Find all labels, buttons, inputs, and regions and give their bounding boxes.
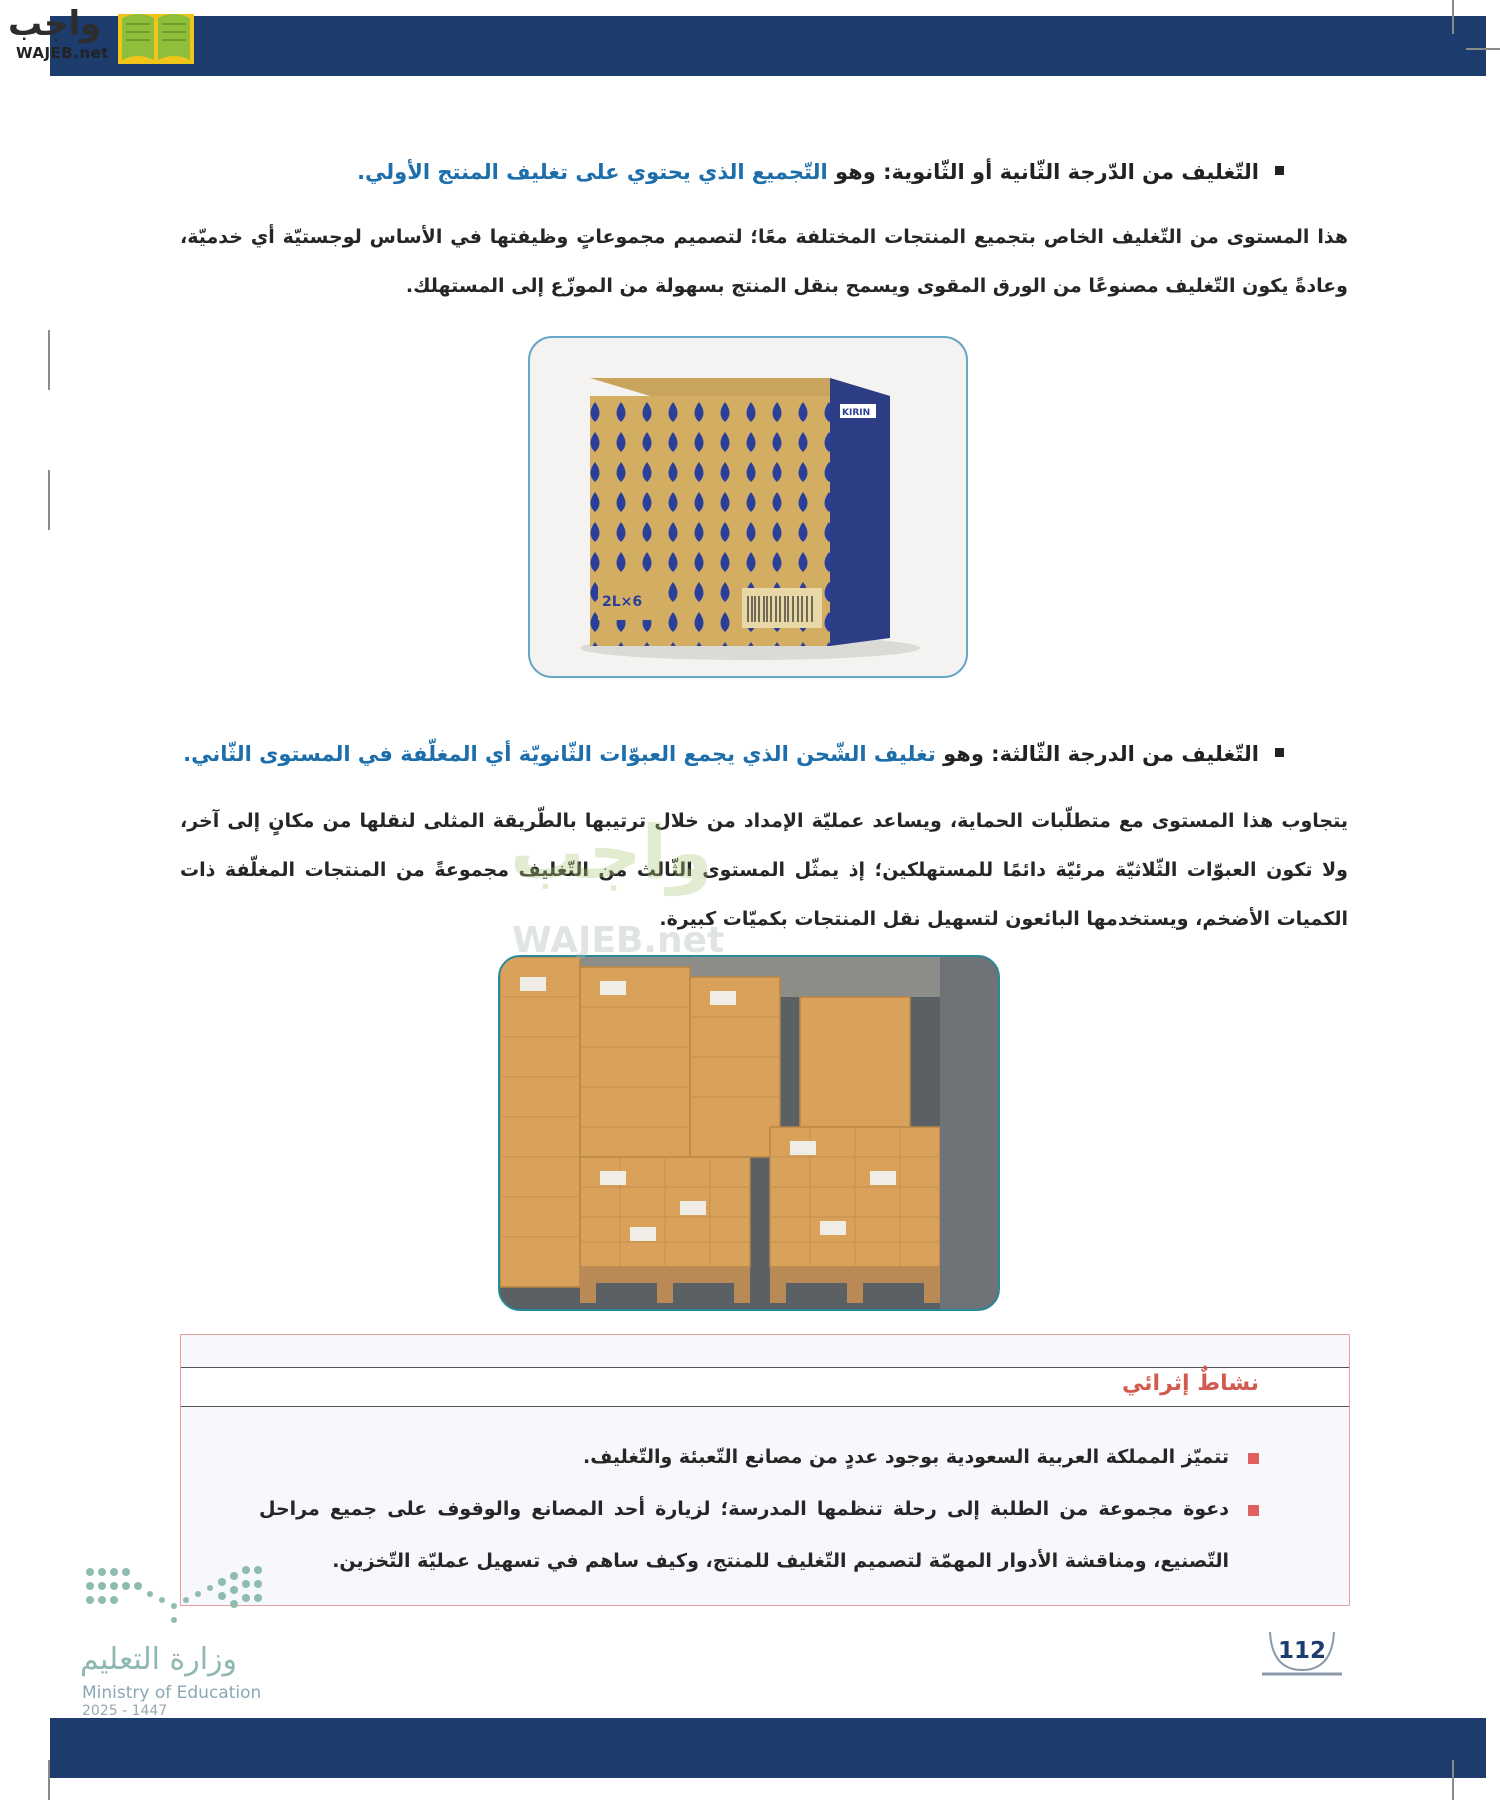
ministry-year: 2025 - 1447 [82,1703,168,1719]
page-number-badge [1262,1630,1342,1678]
heading-label: التّغليف من الدرجة الثّالثة: وهو [943,742,1259,766]
heading-label: التّغليف من الدّرجة الثّانية أو الثّانوية: وهو [835,160,1259,184]
ministry-dots-icon [80,1560,270,1630]
logo-subtitle: WAJEB.net [16,44,109,62]
crop-mark [48,1760,50,1800]
section-paragraph-secondary: هذا المستوى من التّغليف الخاص بتجميع المنتجات المختلفة معًا؛ لتصميم مجموعاتٍ وظيفتها في الأساس لوجستيّة أي خدميّة، وعادةً يكون التّغليف مصنوعًا من الورق المقوى ويسمح بنقل المنتج بسهولة من الموزّع إلى المستهلك. [180,226,1348,297]
brand-label: KIRIN [842,408,871,418]
list-item [259,1431,1259,1483]
crop-mark [1452,1760,1454,1800]
bullet-icon [1248,1505,1259,1516]
shipping-pallets-image [498,955,1000,1311]
activity-item-text: تتميّز المملكة العربية السعودية بوجود عددٍ من مصانع التّعبئة والتّغليف. [583,1446,1229,1468]
wajeb-watermark: واجب [510,810,714,896]
section-heading-secondary [357,160,1284,184]
enrichment-activity-box [180,1334,1350,1606]
activity-item-text: دعوة مجموعة من الطلبة إلى رحلة تنظمها المدرسة؛ لزيارة أحد المصانع والوقوف على جميع مراحل التّصنيع، ومناقشة الأدوار المهمّة لتصميم التّغليف للمنتج، وكيف ساهم في تسهيل عمليّة التّخزين. [259,1498,1229,1572]
crop-mark [1452,0,1454,34]
wajeb-watermark-sub: WAJEB.net [512,920,725,961]
ministry-english-name: Ministry of Education [82,1683,262,1703]
page-number: 112 [1277,1638,1326,1664]
list-item [259,1483,1259,1587]
wajeb-logo[interactable] [8,4,198,68]
heading-highlight: تغليف الشّحن الذي يجمع العبوّات الثّانويّة أي المغلّفة في المستوى الثّاني. [183,742,936,766]
crop-mark [48,470,50,530]
activity-list [259,1431,1259,1587]
bullet-icon [1275,166,1284,175]
logo-word: واجب [8,4,102,44]
crop-mark [1466,48,1500,50]
book-icon [116,8,196,66]
bullet-icon [1248,1453,1259,1464]
box-size-label: 2L×6 [602,594,643,610]
section-heading-tertiary [183,742,1284,766]
section-paragraph-tertiary: يتجاوب هذا المستوى مع متطلّبات الحماية، ويساعد عمليّة الإمداد من خلال ترتيبها بالطّريقة المثلى لنقلها من مكانٍ إلى آخر، ولا تكون العبوّات الثّلاثيّة مرئيّة دائمًا للمستهلكين؛ إذ يمثّل المستوى الثّالث من التّغليف مجموعةً من المنتجات المغلّفة ذات الكميات الأضخم، ويستخدمها البائعون لتسهيل نقل المنتجات بكميّات كبيرة. [180,810,1348,930]
bullet-icon [1275,748,1284,757]
cardboard-box-illustration [530,338,966,676]
activity-title: نشاطٌ إثرائي [1122,1371,1259,1396]
ministry-logo [80,1560,280,1720]
header-bar [50,16,1486,76]
footer-bar [50,1718,1486,1778]
cardboard-box-image [528,336,968,678]
ministry-arabic-name: وزارة التعليم [80,1642,238,1677]
heading-highlight: التّجميع الذي يحتوي على تغليف المنتج الأولي. [357,160,828,184]
crop-mark [48,330,50,390]
pallets-illustration [500,957,998,1309]
